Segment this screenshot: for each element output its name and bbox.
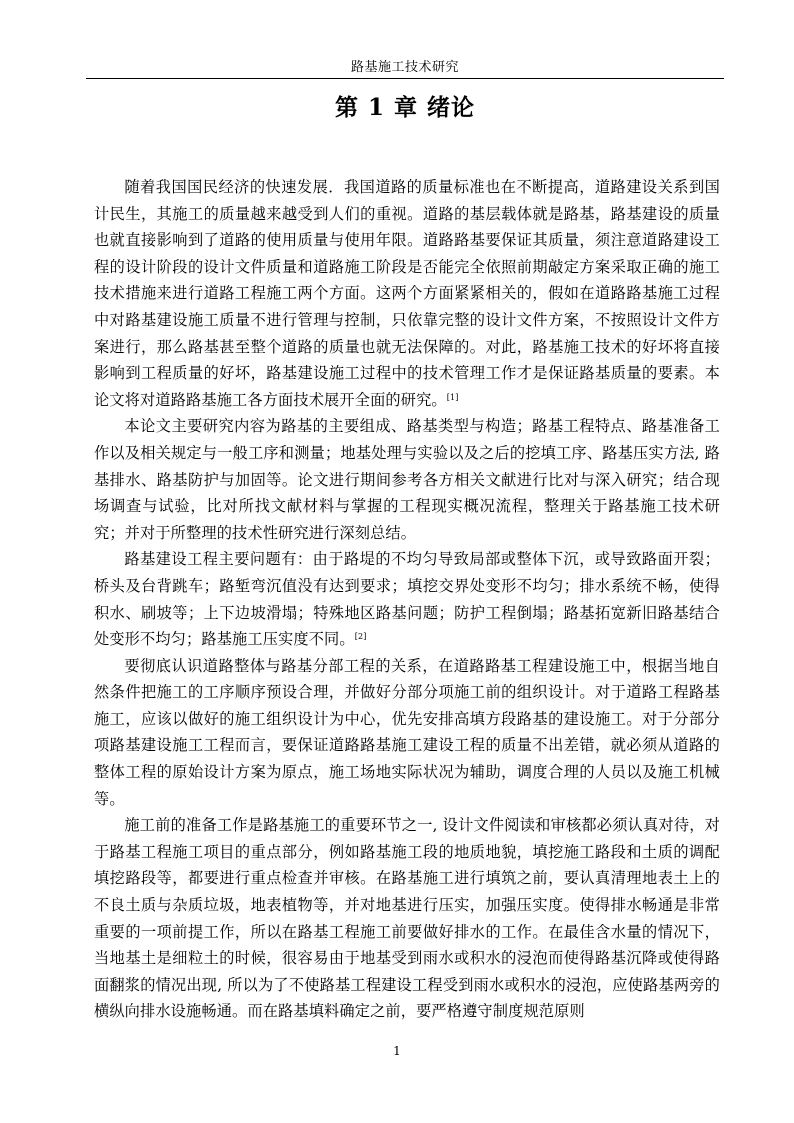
page-number: 1 (393, 1044, 401, 1058)
paragraph-2 (94, 413, 720, 546)
paragraph-4 (94, 653, 720, 813)
paragraph-text: 随着我国国民经济的快速发展．我国道路的质量标准也在不断提高，道路建设关系到国计民生，其施工的质量越来越受到人们的重视。道路的基层载体就是路基，路基建设的质量也就直接影响到了道路的使用质量与使用年限。道路路基要保证其质量，须注意道路建设工程的设计阶段的设计文件质量和道路施工阶段是否能完全依照前期敲定方案采取正确的施工技术措施来进行道路工程施工两个方面。这两个方面紧紧相关的，假如在道路路基施工过程中对路基建设施工质量不进行管理与控制，只依靠完整的设计文件方案，不按照设计文件方案进行，那么路基甚至整个道路的质量也就无法保障的。对此，路基施工技术的好坏将直接影响到工程质量的好坏，路基建设施工过程中的技术管理工作才是保证路基质量的要素。本论文将对道路路基施工各方面技术展开全面的研究。 (94, 178, 720, 409)
paragraph-text: 路基建设工程主要问题有：由于路堤的不均匀导致局部或整体下沉，或导致路面开裂；桥头及台背跳车；路堑弯沉值没有达到要求；填挖交界处变形不均匀；排水系统不畅，使得积水、刷坡等；上下边坡滑塌；特殊地区路基问题；防护工程倒塌；路基拓宽新旧路基结合处变形不均匀；路基施工压实度不同。 (94, 550, 720, 649)
paragraph-3 (94, 546, 720, 652)
body-text (94, 174, 720, 1025)
paragraph-text: 施工前的准备工作是路基施工的重要环节之一, 设计文件阅读和审核都必须认真对待，对于路基工程施工项目的重点部分，例如路基施工段的地质地貌，填挖施工路段和土质的调配填挖路段等，都要进行重点检查并审核。在路基施工进行填筑之前，要认真清理地表土上的不良土质与杂质垃圾，地表植物等，并对地基进行压实，加强压实度。使得排水畅通是非常重要的一项前提工作，所以在路基工程施工前要做好排水的工作。在最佳含水量的情况下，当地基土是细粒土的时候，很容易由于地基受到雨水或积水的浸泡而使得路基沉降或使得路面翻浆的情况出现, 所以为了不使路基工程建设工程受到雨水或积水的浸泡，应使路基两旁的横纵向排水设施畅通。而在路基填料确定之前，要严格遵守制度规范原则 (94, 816, 720, 1021)
header-divider (86, 78, 724, 79)
paragraph-1 (94, 174, 720, 413)
citation-marker: [2] (354, 632, 367, 642)
paragraph-text: 本论文主要研究内容为路基的主要组成、路基类型与构造；路基工程特点、路基准备工作以及相关规定与一般工序和测量；地基处理与实验以及之后的挖填工序、路基压实方法, 路基排水、路基防护与加固等。论文进行期间参考各方相关文献进行比对与深入研究；结合现场调查与试验，比对所找文献材料与掌握的工程现实概况流程，整理关于路基施工技术研究；并对于所整理的技术性研究进行深刻总结。 (94, 417, 720, 542)
paragraph-text: 要彻底认识道路整体与路基分部工程的关系，在道路路基工程建设施工中，根据当地自然条件把施工的工序顺序预设合理，并做好分部分项施工前的组织设计。对于道路工程路基施工，应该以做好的施工组织设计为中心，优先安排高填方段路基的建设施工。对于分部分项路基建设施工工程而言，要保证道路路基施工建设工程的质量不出差错，就必须从道路的整体工程的原始设计方案为原点，施工场地实际状况为辅助，调度合理的人员以及施工机械等。 (94, 656, 720, 808)
paragraph-5 (94, 812, 720, 1025)
chapter-title: 第 1 章 绪论 (334, 94, 476, 121)
running-header: 路基施工技术研究 (350, 60, 459, 75)
citation-marker: [1] (446, 392, 459, 402)
